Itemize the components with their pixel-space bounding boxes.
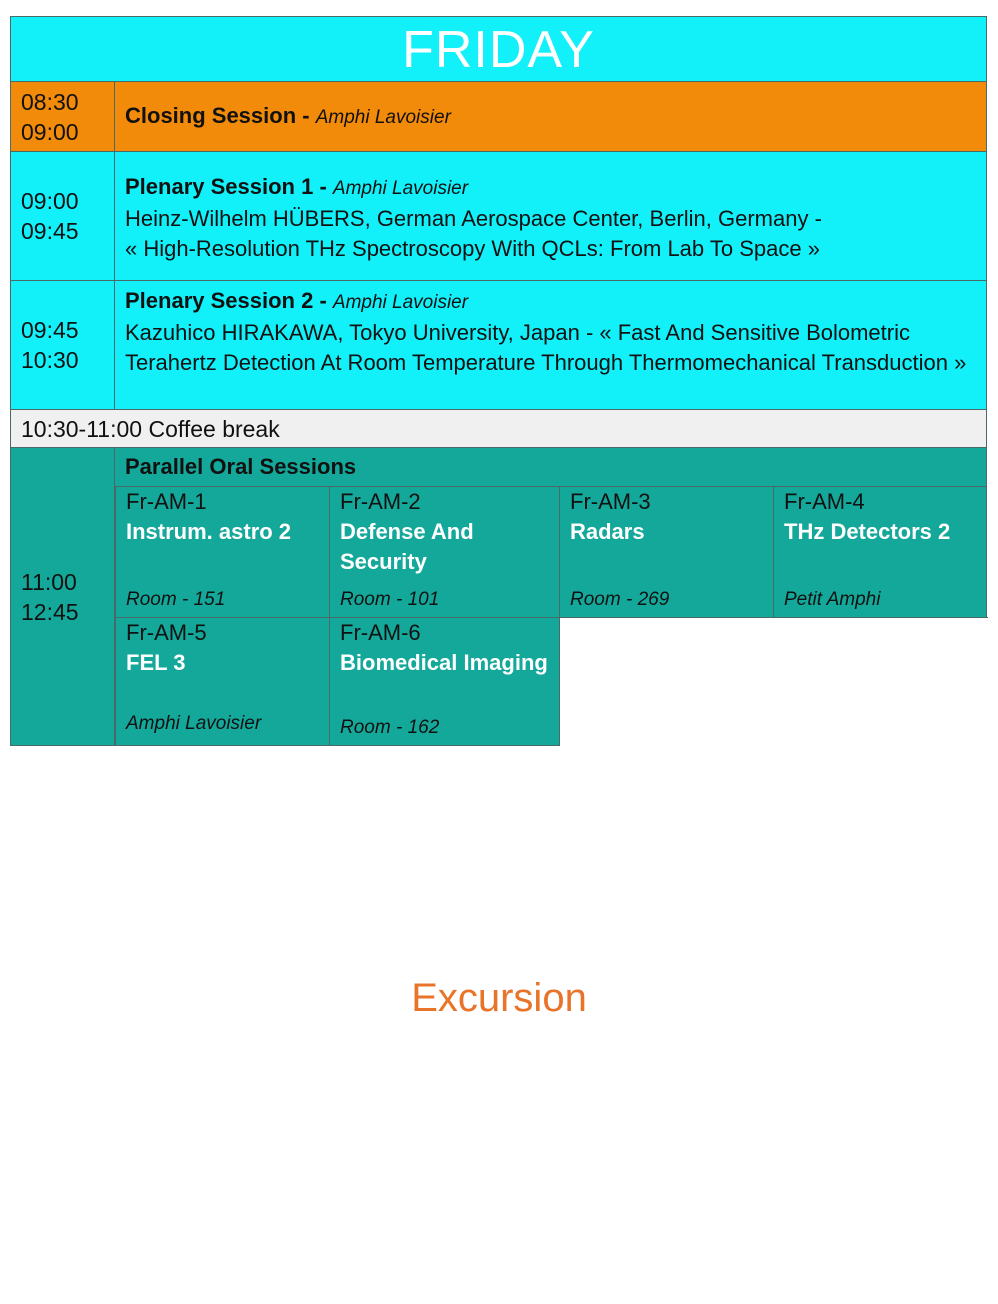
- plenary-session-2-row: [10, 281, 987, 410]
- session-room: Amphi Lavoisier: [315, 106, 451, 128]
- closing-session-row: [10, 82, 987, 152]
- session-cell-fr-am-6: [329, 617, 559, 745]
- session-room: Room - 269: [570, 589, 670, 610]
- talk-title: « High-Resolution THz Spectroscopy With QCLs: From Lab To Space »: [125, 236, 820, 261]
- session-title: Radars: [570, 519, 645, 544]
- session-content: [115, 281, 986, 409]
- session-title: Plenary Session 2: [125, 288, 314, 313]
- session-title: FEL 3: [126, 650, 186, 675]
- coffee-break-row: 10:30-11:00 Coffee break: [10, 410, 987, 448]
- speaker: Heinz-Wilhelm HÜBERS, German Aerospace Center, Berlin, Germany -: [125, 206, 822, 231]
- session-cell-fr-am-3: [559, 486, 773, 617]
- session-title: Closing Session: [125, 102, 297, 128]
- session-title: THz Detectors 2: [784, 519, 951, 544]
- separator: -: [313, 174, 333, 199]
- speaker-and-talk: Kazuhico HIRAKAWA, Tokyo University, Japan - « Fast And Sensitive Bolometric Terahertz Detection At Room Temperature Through Thermomechanical Transduction »: [125, 320, 967, 375]
- start-time: 11:00: [21, 568, 77, 595]
- session-cell-fr-am-4: [773, 486, 986, 617]
- session-room: Room - 162: [340, 717, 440, 738]
- start-time: 08:30: [21, 88, 79, 115]
- session-title: Plenary Session 1: [125, 174, 314, 199]
- time-cell: [11, 82, 115, 151]
- end-time: 10:30: [21, 347, 79, 373]
- separator: -: [313, 288, 333, 313]
- session-cell-fr-am-2: [329, 486, 559, 617]
- start-time: 09:00: [21, 188, 79, 214]
- session-title: Biomedical Imaging: [340, 650, 548, 675]
- session-code: Fr-AM-1: [126, 489, 207, 514]
- session-room: Amphi Lavoisier: [332, 292, 469, 313]
- separator: -: [296, 102, 316, 128]
- time-cell: [11, 281, 115, 409]
- day-header: FRIDAY: [10, 16, 987, 82]
- session-content: [115, 152, 986, 280]
- session-code: Fr-AM-3: [570, 489, 651, 514]
- session-cell-fr-am-1: [115, 486, 329, 617]
- parallel-sessions-row: [10, 448, 987, 746]
- end-time: 09:45: [21, 218, 79, 244]
- parallel-sessions-title: Parallel Oral Sessions: [125, 454, 357, 479]
- session-room: Amphi Lavoisier: [126, 713, 262, 734]
- session-title: Instrum. astro 2: [126, 519, 292, 544]
- excursion-label: Excursion: [411, 976, 587, 1020]
- plenary-session-1-row: [10, 152, 987, 281]
- time-cell: [11, 152, 115, 280]
- session-room: Room - 101: [340, 589, 440, 610]
- session-content: [115, 82, 986, 151]
- empty-cell: [559, 617, 988, 746]
- session-code: Fr-AM-6: [340, 620, 421, 645]
- session-room: Room - 151: [126, 589, 226, 610]
- end-time: 12:45: [21, 598, 79, 625]
- session-room: Amphi Lavoisier: [332, 178, 469, 199]
- start-time: 09:45: [21, 317, 79, 343]
- session-title: Defense And Security: [340, 519, 474, 574]
- session-code: Fr-AM-4: [784, 489, 865, 514]
- session-code: Fr-AM-2: [340, 489, 421, 514]
- session-room: Petit Amphi: [784, 589, 881, 610]
- session-cell-fr-am-5: [115, 617, 329, 745]
- session-code: Fr-AM-5: [126, 620, 207, 645]
- time-cell: [11, 448, 115, 745]
- end-time: 09:00: [21, 118, 79, 145]
